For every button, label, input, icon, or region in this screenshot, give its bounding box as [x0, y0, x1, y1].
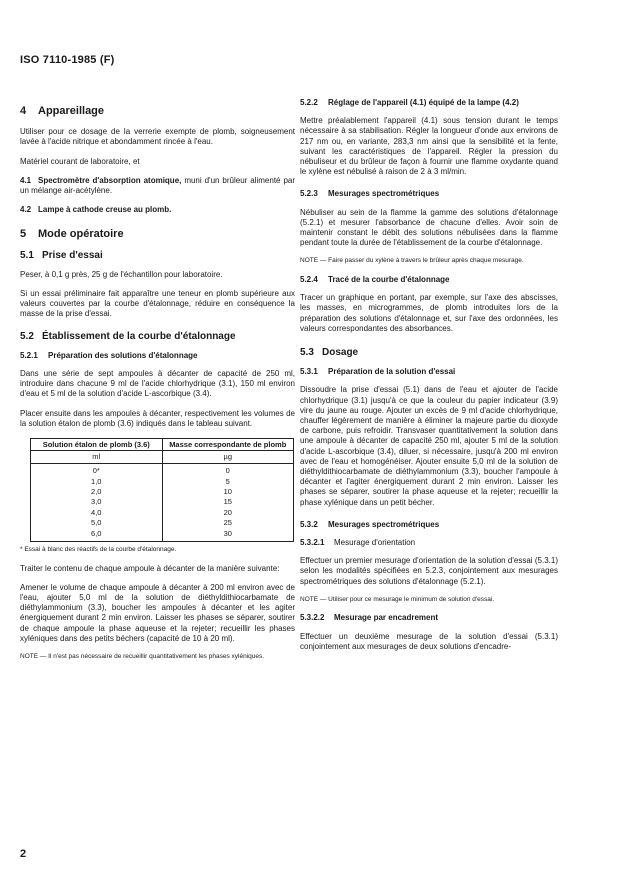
paragraph: Tracer un graphique en portant, par exemple, sur l'axe des abscisses, les masses, en microgrammes, de plomb introduites lors de la préparation des solutions d'étalonnage et, sur l'axe des ordonnées, les valeurs correspondantes des absorbances. [300, 293, 558, 333]
table-cell: 30 [223, 528, 232, 538]
table-header-volume: Solution étalon de plomb (3.6) [31, 439, 163, 451]
table-cell: 0 [225, 466, 230, 476]
section-5-2-2-heading: 5.2.2 Réglage de l'appareil (4.1) équipé de la lampe (4.2) [300, 98, 519, 107]
table-cell: 25 [223, 518, 232, 528]
left-column [20, 98, 295, 671]
section-4-1: 4.1 Spectromètre d'absorption atomique, muni d'un brûleur alimenté par un mélange air-acétylène. [20, 175, 296, 196]
paragraph: Traiter le contenu de chaque ampoule à décanter de la manière suivante: [20, 563, 280, 573]
table-mass-column [162, 464, 294, 542]
section-5-3-heading: 5.3 Dosage [300, 346, 359, 358]
table-cell: 5,0 [91, 518, 102, 528]
calibration-table [30, 438, 294, 542]
table-cell: 4,0 [91, 507, 102, 517]
right-column [300, 98, 558, 661]
paragraph: Amener le volume de chaque ampoule à décanter à 200 ml environ avec de l'eau, ajouter 5,0 ml de la solution de diéthyldithiocarbamate de diéthylammonium (3.3), boucher les ampoules à décanter et les agiter énergiquement durant 2 min environ. Laisser les phases se séparer, soutirer de chaque ampoule la phase aqueuse et la rejeter; recueillir les phases xyléniques dans des petits béchers (capacité de 10 à 20 ml). [20, 582, 295, 643]
paragraph: Si un essai préliminaire fait apparaître une teneur en plomb supérieure aux valeurs couvertes par la courbe d'étalonnage, réduire en conséquence la masse de la prise d'essai. [20, 289, 295, 319]
table-volume-column [31, 464, 163, 542]
table-cell: 1,0 [91, 476, 102, 486]
table-cell: 0* [92, 466, 100, 476]
section-5-2-1-heading: 5.2.1 Préparation des solutions d'étalonnage [20, 350, 198, 360]
table-cell: 2,0 [91, 487, 102, 497]
paragraph: Effectuer un premier mesurage d'orientation de la solution d'essai (5.3.1) selon les modalités spécifiées en 5.2.3, conjointement aux mesurages spectrométriques des solutions d'étalonnage (5.2.1). [300, 556, 558, 586]
section-5-3-1-heading: 5.3.1 Préparation de la solution d'essai [300, 367, 456, 377]
section-5-2-heading: 5.2 Établissement de la courbe d'étalonnage [20, 330, 236, 342]
note: NOTE — Faire passer du xylène à travers le brûleur après chaque mesurage. [300, 257, 524, 265]
table-cell: 3,0 [91, 497, 102, 507]
section-5-3-2-heading: 5.3.2 Mesurages spectrométriques [300, 519, 440, 529]
paragraph: Utiliser pour ce dosage de la verrerie exempte de plomb, soigneusement lavée à l'acide nitrique et abondamment rincée à l'eau. [20, 127, 295, 147]
table-footnote: * Essai à blanc des réactifs de la courbe d'étalonnage. [20, 546, 177, 554]
page-number: 2 [20, 848, 27, 860]
section-5-heading: 5 Mode opératoire [20, 228, 124, 241]
section-5-2-3-heading: 5.2.3 Mesurages spectrométriques [300, 189, 440, 199]
section-5-1-heading: 5.1 Prise d'essai [20, 249, 103, 261]
note: NOTE — Utiliser pour ce mesurage le minimum de solution d'essai. [300, 595, 495, 603]
section-5-2-4-heading: 5.2.4 Tracé de la courbe d'étalonnage [300, 274, 450, 284]
section-5-3-2-2-heading: 5.3.2.2 Mesurage par encadrement [300, 613, 439, 623]
section-4-heading: 4 Appareillage [20, 105, 105, 117]
document-header: ISO 7110-1985 (F) [20, 54, 115, 66]
table-cell: 5 [225, 476, 230, 486]
table-cell: 20 [223, 507, 232, 517]
table-cell: 6,0 [91, 528, 102, 538]
table-cell: 10 [223, 487, 232, 497]
paragraph: Nébuliser au sein de la flamme la gamme des solutions d'étalonnage (5.2.1) et mesurer l'absorbance de chacune d'elles. Avoir soin de maintenir constant le débit des solutions nébulisées dans la flamme pendant toute la durée de l'établissement de la courbe d'étalonnage. [300, 207, 558, 248]
paragraph: Mettre préalablement l'appareil (4.1) sous tension durant le temps nécessaire à sa stabilisation. Régler la longueur d'onde aux environs de 217 nm ou, en variante, 283,3 nm ainsi que la sensibilité et la fente, suivant les caractéristiques de l'appareil. Régler la pression du nébuliseur et du brûleur de façon à fournir une flamme oxydante quand le xylène est nébulisé à raison de 2 à 3 ml/min. [300, 116, 558, 177]
paragraph: Dans une série de sept ampoules à décanter de capacité de 250 ml, introduire dans chacune 9 ml de l'acide chlorhydrique (3.1), 150 ml environ d'eau et 5 ml de la solution d'acide L-ascorbique (3.4). [20, 369, 295, 399]
section-5-3-2-1-heading: 5.3.2.1 Mesurage d'orientation [300, 538, 416, 547]
paragraph: Matériel courant de laboratoire, et [20, 156, 140, 166]
note: NOTE — Il n'est pas nécessaire de recueillir quantitativement les phases xyléniques. [20, 653, 265, 661]
paragraph: Peser, à 0,1 g près, 25 g de l'échantillon pour laboratoire. [20, 269, 223, 279]
paragraph: Dissoudre la prise d'essai (5.1) dans de l'eau et ajouter de l'acide chlorhydrique (3.1) jusqu'à ce que la couleur du papier indicateur (3.9) vire du jaune au rouge. Ajouter un excès de 9 ml d'acide chlorhydrique, chauffer légèrement de manière à éliminer la majeure partie du dioxyde de carbone, puis refroidir. Transvaser quantitativement la solution dans une ampoule à décanter de capacité 250 ml, ajouter 5 ml de la solution d'acide L-ascorbique (3.4), diluer, si nécessaire, jusqu'à 200 ml environ avec de l'eau et homogénéiser. Ajouter ensuite 5,0 ml de la solution de diéthyldithiocarbamate de diéthylammonium (3.3), boucher l'ampoule à décanter et l'agiter énergiquement durant 2 min environ. Laisser les phases se séparer, soutirer la phase aqueuse et la rejeter; recueillir la phase xylénique dans un petit bécher. [300, 385, 558, 507]
table-unit-ug: µg [162, 451, 294, 464]
table-unit-ml: ml [31, 451, 163, 464]
paragraph: Effectuer un deuxième mesurage de la solution d'essai (5.3.1) conjointement aux mesurages de deux solutions d'encadre- [300, 631, 558, 651]
paragraph: Placer ensuite dans les ampoules à décanter, respectivement les volumes de la solution étalon de plomb (3.6) indiqués dans le tableau suivant. [20, 408, 295, 428]
table-cell: 15 [223, 497, 232, 507]
section-4-2: 4.2 Lampe à cathode creuse au plomb. [20, 205, 172, 215]
table-header-mass: Masse correspondante de plomb [162, 439, 294, 451]
